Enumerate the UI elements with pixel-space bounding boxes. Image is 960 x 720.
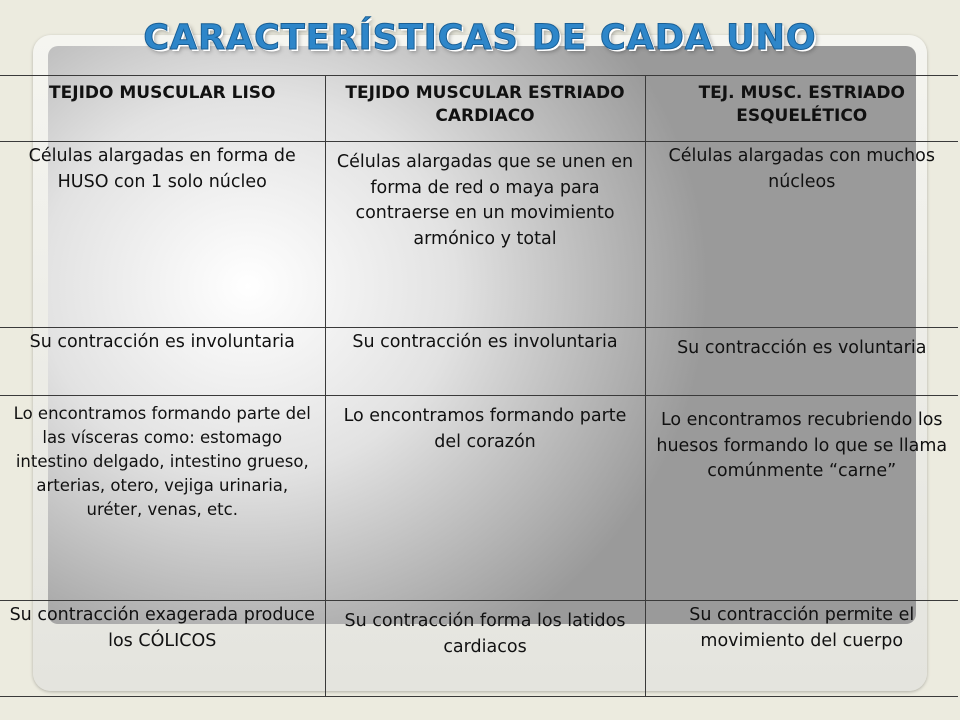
cell-contraction-smooth: Su contracción es involuntaria — [0, 328, 325, 396]
cell-contraction-skeletal: Su contracción es voluntaria — [645, 328, 958, 396]
slide-title: CARACTERÍSTICAS DE CADA UNO — [143, 18, 817, 58]
characteristics-table — [0, 75, 958, 697]
header-smooth-muscle: TEJIDO MUSCULAR LISO — [0, 76, 325, 142]
table-row — [0, 601, 958, 697]
table-header-row — [0, 76, 958, 142]
cell-effect-cardiac: Su contracción forma los latidos cardiacos — [325, 601, 645, 697]
table-row — [0, 142, 958, 328]
cell-cell-shape-smooth: Células alargadas en forma de HUSO con 1 solo núcleo — [0, 142, 325, 328]
cell-location-cardiac: Lo encontramos formando parte del corazón — [325, 396, 645, 601]
table-row — [0, 396, 958, 601]
cell-cell-shape-skeletal: Células alargadas con muchos núcleos — [645, 142, 958, 328]
cell-location-skeletal: Lo encontramos recubriendo los huesos formando lo que se llama comúnmente “carne” — [645, 396, 958, 601]
cell-contraction-cardiac: Su contracción es involuntaria — [325, 328, 645, 396]
header-cardiac-muscle: TEJIDO MUSCULAR ESTRIADO CARDIACO — [325, 76, 645, 142]
header-skeletal-muscle: TEJ. MUSC. ESTRIADO ESQUELÉTICO — [645, 76, 958, 142]
cell-effect-skeletal: Su contracción permite el movimiento del cuerpo — [645, 601, 958, 697]
cell-location-smooth: Lo encontramos formando parte del las vísceras como: estomago intestino delgado, intestino grueso, arterias, otero, vejiga urinaria, uréter, venas, etc. — [0, 396, 325, 601]
table-row — [0, 328, 958, 396]
cell-effect-smooth: Su contracción exagerada produce los CÓLICOS — [0, 601, 325, 697]
cell-cell-shape-cardiac: Células alargadas que se unen en forma de red o maya para contraerse en un movimiento armónico y total — [325, 142, 645, 328]
